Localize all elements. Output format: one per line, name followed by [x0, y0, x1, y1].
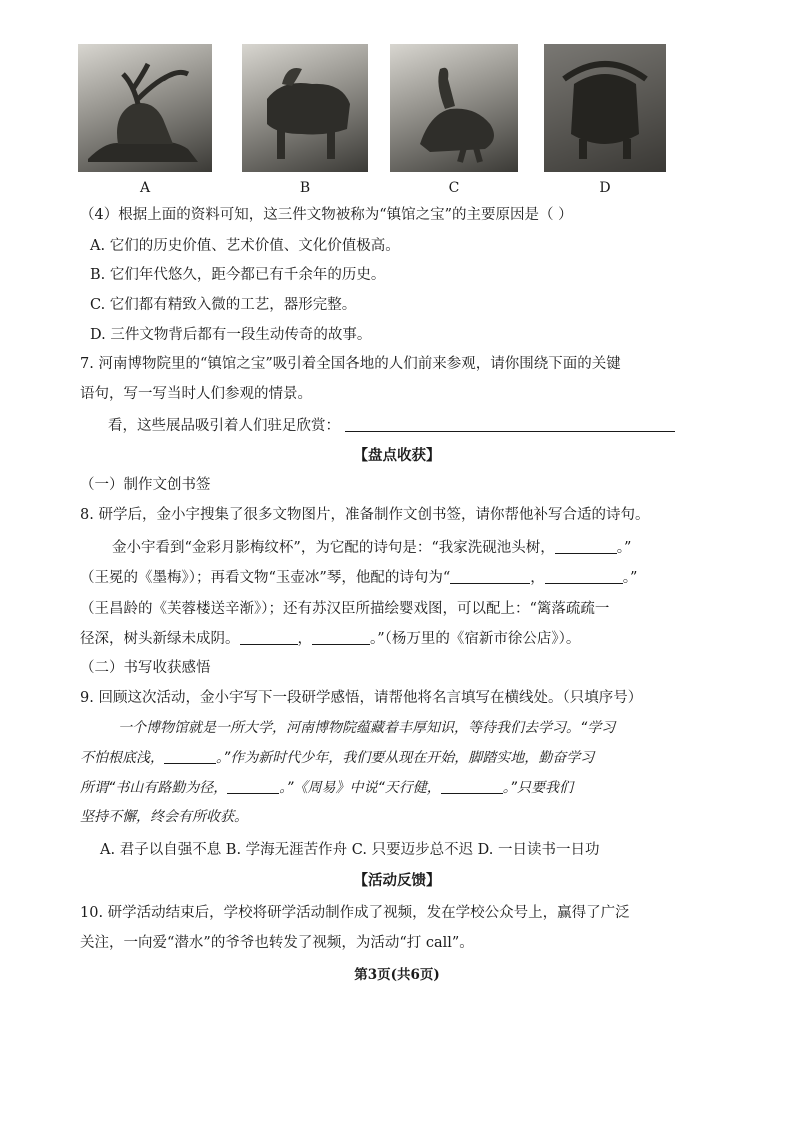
question-9-text-3a: 所谓“书山有路勤为径，	[80, 780, 228, 796]
question-8-text-2b: 。”	[616, 540, 632, 556]
question-9-stem: 9. 回顾这次活动，金小宇写下一段研学感悟，请帮他将名言填写在横线处。（只填序号）	[80, 690, 643, 706]
photo-label-b: B	[299, 180, 311, 196]
question-4-option-c: C. 它们都有精致入微的工艺，器形完整。	[90, 297, 357, 313]
photo-label-a: A	[139, 180, 151, 196]
question-9-handwriting-line-1: 一个博物馆就是一所大学，河南博物院蕴藏着丰厚知识，等待我们去学习。“学习	[118, 720, 616, 736]
question-8-text-5c: 。”（杨万里的《宿新市徐公店》）。	[370, 631, 581, 647]
question-8-line-3	[80, 566, 637, 587]
question-8-line-2	[112, 536, 631, 557]
subsection-reflection-heading: （二）书写收获感悟	[80, 660, 211, 676]
question-9-handwriting-line-2	[80, 747, 594, 767]
photo-label-d: D	[599, 180, 611, 196]
question-8-text-3a: （王冕的《墨梅》）；再看文物“玉壶冰”琴，他配的诗句为“	[80, 570, 451, 586]
question-8-stem: 8. 研学后，金小宇搜集了很多文物图片，准备制作文创书签，请你帮他补写合适的诗句。	[80, 507, 650, 523]
question-7-stem-line-1: 7. 河南博物院里的“镇馆之宝”吸引着全国各地的人们前来参观，请你围绕下面的关键	[80, 356, 621, 372]
question-8-line-5	[80, 627, 580, 648]
deer-bronze-image	[78, 44, 212, 172]
question-7-stem-line-2: 语句，写一写当时人们参观的情景。	[80, 386, 312, 402]
artifact-photo-d	[544, 44, 666, 172]
question-9-text-3c: 。”只要我们	[502, 780, 574, 796]
question-8-text-2a: 金小宇看到“金彩月影梅纹杯”，为它配的诗句是：“我家洗砚池头树，	[112, 540, 555, 556]
question-7-answer-row	[108, 414, 675, 435]
artifact-photo-a	[78, 44, 212, 172]
question-4-option-d: D. 三件文物背后都有一段生动传奇的故事。	[90, 327, 372, 343]
section-heading-fankui: 【活动反馈】	[353, 872, 441, 889]
question-8-blank-4[interactable]	[240, 630, 298, 646]
question-9-blank-1[interactable]	[164, 749, 216, 764]
question-9-options: A. 君子以自强不息 B. 学海无涯苦作舟 C. 只要迈步总不迟 D. 一日读书一日功	[100, 842, 600, 858]
question-8-blank-2[interactable]	[450, 569, 530, 585]
question-9-text-3b: 。”《周易》中说“天行健，	[279, 780, 441, 796]
question-8-blank-1[interactable]	[555, 539, 617, 555]
animal-bronze-image	[242, 44, 368, 172]
vessel-bronze-image	[544, 44, 666, 172]
section-heading-pandian: 【盘点收获】	[353, 447, 441, 464]
photo-label-c: C	[448, 180, 460, 196]
question-8-text-5a: 径深，树头新绿未成阴。	[80, 631, 240, 647]
question-7-answer-blank[interactable]	[345, 417, 675, 433]
subsection-bookmark-heading: （一）制作文创书签	[80, 477, 211, 493]
question-4-option-a: A. 它们的历史价值、艺术价值、文化价值极高。	[90, 238, 400, 254]
question-9-text-2b: 。”作为新时代少年，我们要从现在开始，脚踏实地，勤奋学习	[216, 750, 595, 766]
question-9-text-2a: 不怕根底浅，	[80, 750, 164, 766]
artifact-photos	[78, 44, 678, 196]
question-8-text-3c: 。”	[622, 570, 638, 586]
artifact-photo-c	[390, 44, 518, 172]
question-4-option-b: B. 它们年代悠久，距今都已有千余年的历史。	[90, 267, 386, 283]
question-9-handwriting-line-4: 坚持不懈，终会有所收获。	[80, 809, 248, 825]
artifact-photo-b	[242, 44, 368, 172]
question-4-stem: （4）根据上面的资料可知，这三件文物被称为“镇馆之宝”的主要原因是（ ）	[80, 207, 573, 223]
question-8-blank-5[interactable]	[312, 630, 370, 646]
question-9-blank-3[interactable]	[441, 779, 503, 794]
question-9-handwriting-line-3	[80, 777, 573, 797]
page-footer: 第3页(共6页)	[354, 967, 440, 983]
question-9-blank-2[interactable]	[227, 779, 279, 794]
question-8-text-5b: ，	[297, 631, 312, 647]
bird-bronze-image	[390, 44, 518, 172]
question-10-line-1: 10. 研学活动结束后，学校将研学活动制作成了视频，发在学校公众号上，赢得了广泛	[80, 905, 630, 921]
question-7-prompt: 看，这些展品吸引着人们驻足欣赏：	[108, 418, 340, 434]
question-8-line-4: （王昌龄的《芙蓉楼送辛渐》）；还有苏汉臣所描绘婴戏图，可以配上：“篱落疏疏一	[80, 601, 610, 617]
question-8-blank-3[interactable]	[545, 569, 623, 585]
question-10-line-2: 关注，一向爱“潜水”的爷爷也转发了视频，为活动“打 call”。	[80, 935, 474, 951]
question-8-text-3b: ，	[530, 570, 545, 586]
